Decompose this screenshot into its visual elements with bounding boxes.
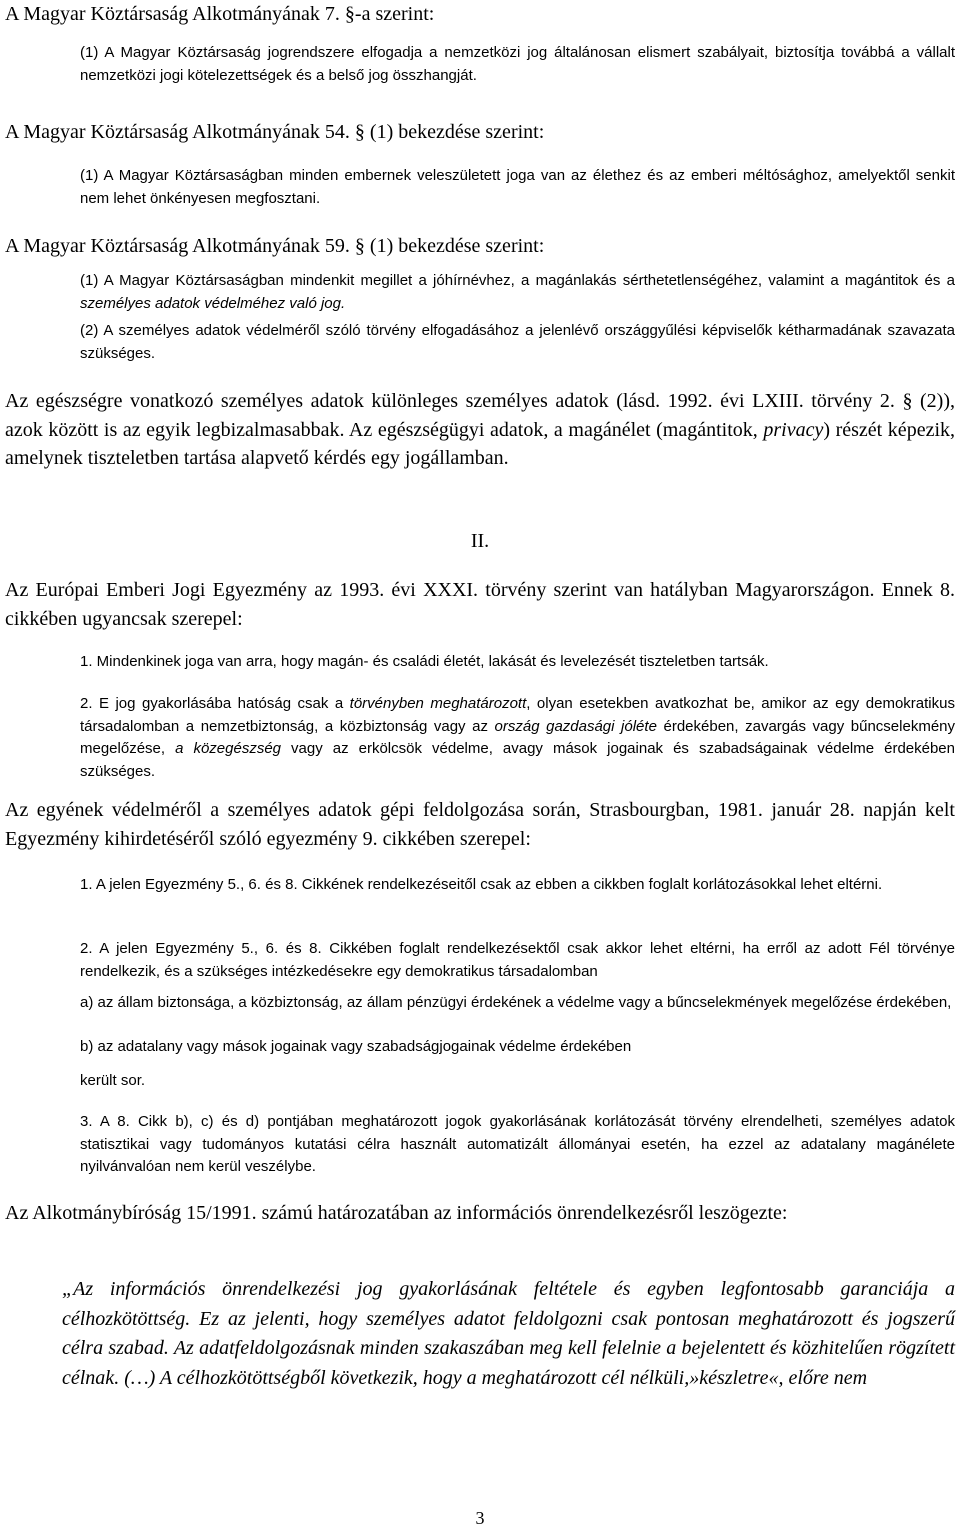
echr-intro: Az Európai Emberi Jogi Egyezmény az 1993. évi XXXI. törvény szerint van hatályban Magyarországon. Ennek 8. cikkében ugyancsak szerepel: — [5, 579, 955, 630]
article-54-paragraph-1: (1) A Magyar Köztársaságban minden embernek veleszületett joga van az élethez és az emberi méltósághoz, amelyektől senkit nem lehet önkényesen megfosztani. — [80, 167, 955, 207]
convention-item-1: 1. A jelen Egyezmény 5., 6. és 8. Cikkének rendelkezéseitől csak az ebben a cikkben foglalt korlátozásokkal lehet eltérni. — [80, 876, 883, 893]
court-intro: Az Alkotmánybíróság 15/1991. számú határozatában az információs önrendelkezésről leszögezte: — [5, 1202, 788, 1224]
article-59-p1-italic: személyes adatok védelméhez való jog. — [80, 294, 346, 312]
heading-article-59: A Magyar Köztársaság Alkotmányának 59. § (1) bekezdése szerint: — [5, 235, 545, 257]
heading-article-54: A Magyar Köztársaság Alkotmányának 54. § (1) bekezdése szerint: — [5, 121, 545, 143]
convention-item-3: 3. A 8. Cikk b), c) és d) pontjában meghatározott jogok gyakorlásának korlátozását törvény elrendelheti, személyes adatok statisztikai vagy tudományos kutatási célra használt automatizált állományai esetén, ha ezzel az adatalany magánélete nyilvánvalóan nem kerül veszélybe. — [80, 1113, 955, 1175]
echr-item-2-italic-3: a közegészség — [175, 740, 282, 757]
echr-item-2-text-d: vagy az erkölcsök védelme, avagy mások jogainak és szabadságainak védelme érdekében szükséges. — [80, 740, 955, 780]
section-number: II. — [470, 530, 490, 552]
page-number: 3 — [475, 1508, 485, 1528]
convention-item-2-b: b) az adatalany vagy mások jogainak vagy szabadságjogainak védelme érdekében — [80, 1038, 632, 1055]
echr-item-2-text-a: 2. E jog gyakorlásába hatóság csak a — [80, 695, 350, 712]
convention-item-2-end: került sor. — [80, 1072, 146, 1089]
echr-item-2 — [80, 693, 955, 783]
echr-item-2-text-c: érdekében, zavargás vagy bűncselekmény megelőzése, — [80, 717, 956, 757]
health-text-b: ) részét képezik, amelynek tiszteletben tartása alapvető kérdés egy jogállamban. — [5, 418, 955, 469]
article-7-paragraph-1: (1) A Magyar Köztársaság jogrendszere elfogadja a nemzetközi jog általánosan elismert szabályait, biztosítja továbbá a vállalt nemzetközi jogi kötelezettségek és a belső jog összhangját. — [80, 44, 955, 84]
health-text-italic: privacy — [763, 418, 824, 441]
health-text-a: Az egészségre vonatkozó személyes adatok különleges személyes adatok (lásd. 1992. évi LXIII. törvény 2. § (2)), azok között is az egyik legbizalmasabbak. Az egészségügyi adatok, a magánélet (magántitok, — [5, 390, 955, 441]
article-59-paragraph-2: (2) A személyes adatok védelméről szóló törvény elfogadásához a jelenlévő országgyűlési képviselők kétharmadának szavazata szükséges. — [80, 322, 955, 362]
article-59-p1-text: (1) A Magyar Köztársaságban mindenkit megillet a jóhírnévhez, a magánlakás sérthetetlenségéhez, valamint a magántitok és a — [80, 272, 955, 289]
court-quote: „Az információs önrendelkezési jog gyakorlásának feltétele és egyben legfontosabb garanciája a célhozkötöttség. Ez az jelenti, hogy személyes adatot feldolgozni csak pontosan meghatározott és jogszerű célra szabad. Az adatfeldolgozásnak minden szakaszában meg kell felelnie a bejelentett és közhitelűen rögzített célnak. (…) A célhozkötöttségből következik, hogy a meghatározott cél nélküli,»készletre«, előre nem — [62, 1278, 955, 1389]
convention-item-2: 2. A jelen Egyezmény 5., 6. és 8. Cikkében foglalt rendelkezésektől csak akkor lehet eltérni, ha erről az adott Fél törvénye rendelkezik, és a szükséges intézkedésekre egy demokratikus társadalomban — [80, 940, 955, 980]
convention-item-2-a: a) az állam biztonsága, a közbiztonság, az állam pénzügyi érdekének a védelme vagy a bűncselekmények megelőzése érdekében, — [80, 994, 952, 1011]
echr-item-2-text-b: , olyan esetekben avatkozhat be, amikor az egy demokratikus társadalomban a nemzetbiztonság, a közbiztonság vagy az — [80, 695, 955, 735]
echr-item-2-italic-2: ország gazdasági jóléte — [494, 717, 657, 735]
echr-item-2-italic-1: törvényben meghatározott — [349, 695, 527, 712]
health-data-paragraph — [5, 387, 955, 473]
article-59-paragraph-1 — [80, 270, 955, 315]
convention-intro: Az egyének védelméről a személyes adatok gépi feldolgozása során, Strasbourgban, 1981. január 28. napján kelt Egyezmény kihirdetéséről szóló egyezmény 9. cikkében szerepel: — [5, 799, 955, 850]
heading-article-7: A Magyar Köztársaság Alkotmányának 7. §-a szerint: — [5, 3, 435, 25]
echr-item-1: 1. Mindenkinek joga van arra, hogy magán- és családi életét, lakását és levelezését tiszteletben tartsák. — [80, 653, 769, 670]
